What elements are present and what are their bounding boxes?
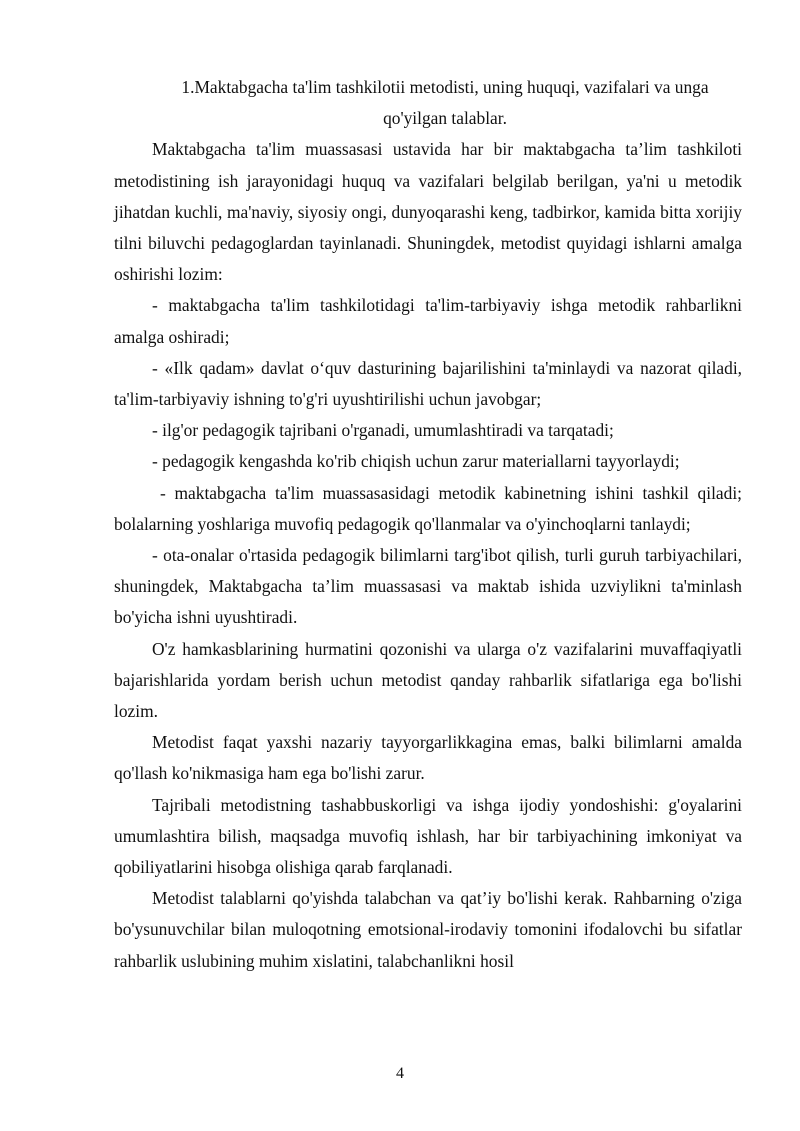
page-number: 4	[396, 1065, 404, 1082]
list-item-best-practice: - ilg'or pedagogik tajribani o'rganadi, umumlashtiradi va tarqatadi;	[152, 420, 614, 441]
list-item-methodical-cabinet: - maktabgacha ta'lim muassasasidagi metodik kabinetning ishini tashkil qiladi; bolalarning yoshlariga muvofiq pedagogik qo'llanmalar va o'yinchoqlarni tanlaydi;	[114, 482, 742, 534]
paragraph-demands: Metodist talablarni qo'yishda talabchan va qat’iy bo'lishi kerak. Rahbarning o'ziga bo'ysunuvchilar bilan muloqotning emotsional-irodaviy tomonini ifodalovchi bu sifatlar rahbarlik uslubining muhim xislatini, talabchanlikni hosil	[114, 888, 742, 971]
paragraph-practical-skills: Metodist faqat yaxshi nazariy tayyorgarlikkagina emas, balki bilimlarni amalda qo'llash ko'nikmasiga ham ega bo'lishi zarur.	[114, 732, 742, 784]
page-content	[114, 72, 742, 977]
list-item-council-materials: - pedagogik kengashda ko'rib chiqish uchun zarur materiallarni tayyorlaydi;	[152, 451, 680, 472]
paragraph-leadership-qualities: O'z hamkasblarining hurmatini qozonishi va ularga o'z vazifalarini muvaffaqiyatli bajarishlarida yordam berish uchun metodist qanday rahbarlik sifatlariga ega bo'lishi lozim.	[114, 638, 742, 722]
list-item-program-control: - «Ilk qadam» davlat o‘quv dasturining bajarilishini ta'minlaydi va nazorat qiladi, ta'lim-tarbiyaviy ishning to'g'ri uyushtirilishi uchun javobgar;	[114, 357, 742, 410]
paragraph-intro: Maktabgacha ta'lim muassasasi ustavida har bir maktabgacha ta’lim tashkiloti metodistining ish jarayonidagi huquq va vazifalari belgilab berilgan, ya'ni u metodik jihatdan kuchli, ma'naviy, siyosiy ongi, dunyoqarashi keng, tadbirkor, kamida bitta xorijiy tilni biluvchi pedagoglardan tayinlanadi. Shuningdek, metodist quyidagi ishlarni amalga oshirishi lozim:	[114, 139, 742, 285]
list-item-methodical-guidance: - maktabgacha ta'lim tashkilotidagi ta'lim-tarbiyaviy ishga metodik rahbarlikni amalga oshiradi;	[114, 295, 742, 347]
section-heading: 1.Maktabgacha ta'lim tashkilotii metodisti, uning huquqi, vazifalari va unga qo'yilgan talablar.	[181, 77, 709, 129]
list-item-parents-outreach: - ota-onalar o'rtasida pedagogik bilimlarni targ'ibot qilish, turli guruh tarbiyachilari, shuningdek, Maktabgacha ta’lim muassasasi va maktab ishida uzviylikni ta'minlash bo'yicha ishni uyushtiradi.	[114, 545, 742, 628]
paragraph-initiative: Tajribali metodistning tashabbuskorligi va ishga ijodiy yondoshishi: g'oyalarini umumlashtira bilish, maqsadga muvofiq ishlash, har bir tarbiyachining imkoniyat va qobiliyatlarini hisobga olishiga qarab farqlanadi.	[114, 794, 742, 878]
